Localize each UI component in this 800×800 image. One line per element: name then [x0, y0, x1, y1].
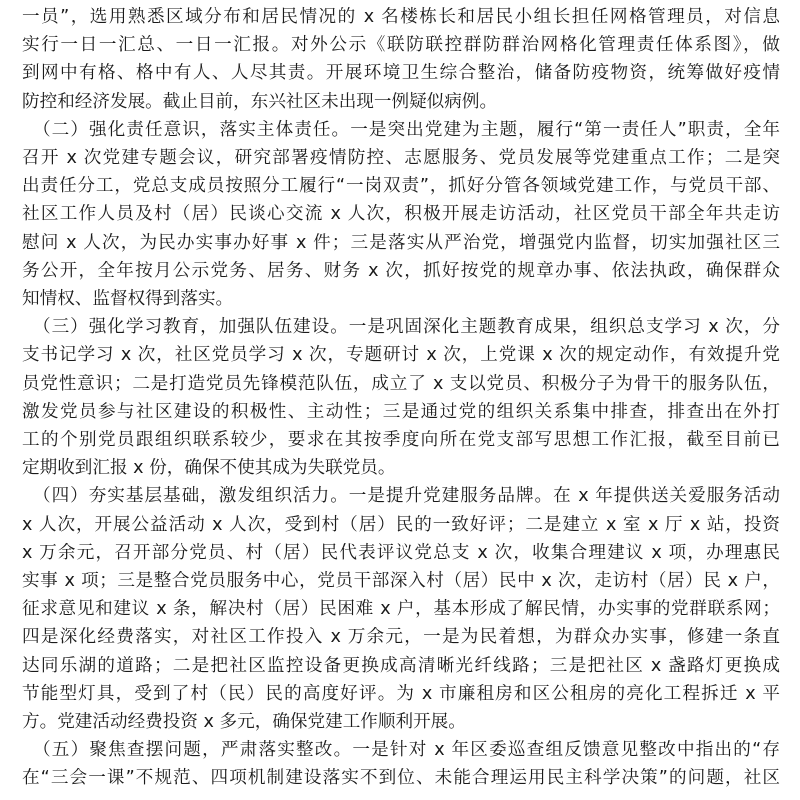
paragraph-heading-line: （五）聚焦查摆问题，严肃落实整改。一是针对 x 年区委巡查组反馈意见整改中指出的“存 — [33, 740, 780, 761]
text-line: x 万余元，召开部分党员、村（居）民代表评议党总支 x 次，收集合理建议 x 项，办理惠民 — [22, 542, 780, 563]
text-line: x 人次，开展公益活动 x 人次，受到村（居）民的一致好评；二是建立 x 室 x 厅 x 站，投资 — [22, 514, 780, 535]
paragraph-heading-line: （二）强化责任意识，落实主体责任。一是突出党建为主题，履行“第一责任人”职责，全年 — [33, 119, 780, 140]
text-line: 到网中有格、格中有人、人尽其责。开展环境卫生综合整治，储备防疫物资，统筹做好疫情 — [22, 63, 780, 84]
text-line: 召开 x 次党建专题会议，研究部署疫情防控、志愿服务、党员发展等党建重点工作；二是突 — [22, 148, 780, 168]
text-line: 节能型灯具，受到了村（民）民的高度好评。为 x 市廉租房和区公租房的亮化工程拆迁 x 平 — [22, 683, 780, 704]
text-line: 务公开，全年按月公示党务、居务、财务 x 次，抓好按党的规章办事、依法执政，确保群众 — [22, 260, 780, 281]
text-line: 在“三会一课”不规范、四项机制建设落实不到位、未能合理运用民主科学决策”的问题，社区 — [22, 768, 780, 789]
text-line: 达同乐湖的道路；二是把社区监控设备更换成高清晰光纤线路；三是把社区 x 盏路灯更换成 — [22, 655, 780, 676]
paragraph-heading-line: （三）强化学习教育，加强队伍建设。一是巩固深化主题教育成果，组织总支学习 x 次，分 — [33, 317, 780, 338]
text-line: 出责任分工，党总支成员按照分工履行“一岗双责”，抓好分管各领域党建工作，与党员干部、 — [22, 176, 780, 197]
text-line: 定期收到汇报 x 份，确保不使其成为失联党员。 — [22, 458, 396, 479]
text-line: 方。党建活动经费投资 x 多元，确保党建工作顺利开展。 — [22, 712, 466, 732]
text-line: 社区工作人员及村（居）民谈心交流 x 人次，积极开展走访活动，社区党员干部全年共走访 — [22, 204, 780, 225]
text-line: 慰问 x 人次，为民办实事办好事 x 件；三是落实从严治党，增强党内监督，切实加强社区三 — [22, 232, 780, 253]
text-line: 支书记学习 x 次，社区党员学习 x 次，专题研讨 x 次，上党课 x 次的规定动作，有效提升党 — [22, 345, 780, 366]
text-line: 实事 x 项；三是整合党员服务中心，党员干部深入村（居）民中 x 次，走访村（居）民 x 户， — [22, 571, 780, 591]
text-line: 激发党员参与社区建设的积极性、主动性；三是通过党的组织关系集中排查，排查出在外打 — [22, 401, 780, 422]
text-line: 防控和经济发展。截止目前，东兴社区未出现一例疑似病例。 — [22, 91, 498, 112]
text-line: 工的个别党员跟组织联系较少，要求在其按季度向所在党支部写思想工作汇报，截至目前已 — [22, 430, 780, 450]
text-line: 实行一日一汇总、一日一汇报。对外公示《联防联控群防群治网格化管理责任体系图》，做 — [22, 35, 780, 56]
text-line: 一员”，选用熟悉区域分布和居民情况的 x 名楼栋长和居民小组长担任网格管理员，对信息 — [22, 7, 780, 27]
text-line: 征求意见和建议 x 条，解决村（居）民困难 x 户，基本形成了解民情，办实事的党群联系网； — [22, 599, 780, 620]
text-line: 知情权、监督权得到落实。 — [22, 289, 234, 309]
text-line: 员党性意识；二是打造党员先锋模范队伍，成立了 x 支以党员、积极分子为骨干的服务队伍， — [22, 373, 780, 394]
paragraph-heading-line: （四）夯实基层基础，激发组织活力。一是提升党建服务品牌。在 x 年提供送关爱服务活动 — [33, 486, 780, 507]
text-line: 四是深化经费落实，对社区工作投入 x 万余元，一是为民着想，为群众办实事，修建一条直 — [22, 627, 780, 648]
